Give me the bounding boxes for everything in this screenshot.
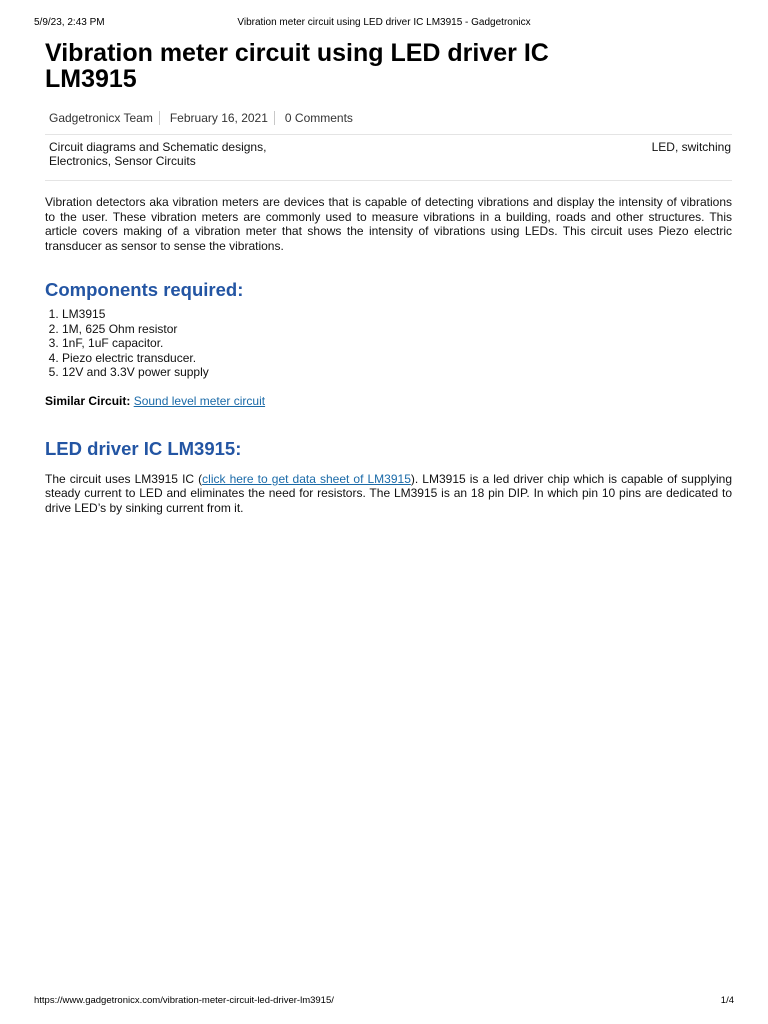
category-link[interactable]: Electronics bbox=[49, 154, 108, 168]
tag-link[interactable]: switching bbox=[681, 140, 731, 154]
similar-circuit-link[interactable]: Sound level meter circuit bbox=[133, 393, 266, 408]
post-date: February 16, 2021 bbox=[169, 111, 268, 125]
comments-link[interactable]: 0 Comments bbox=[284, 111, 353, 125]
category-list: Circuit diagrams and Schematic designs, Electronics, Sensor Circuits bbox=[49, 140, 267, 168]
led-driver-paragraph bbox=[45, 472, 732, 516]
intro-paragraph: Vibration detectors aka vibration meters are devices that is capable of detecting vibrations and display the intensity of vibrations to the user. These vibration meters are commonly used to measure vibrations in a building, roads and other structures. This article covers making of a vibration meter that shows the intensity of vibrations using LEDs. This circuit uses Piezo electric transducer as sensor to sense the vibrations. bbox=[45, 195, 732, 253]
categories-row bbox=[45, 135, 732, 180]
print-page-title: Vibration meter circuit using LED driver IC LM3915 - Gadgetronicx bbox=[237, 17, 531, 28]
components-heading: Components required: bbox=[45, 279, 244, 300]
similar-circuit bbox=[45, 394, 732, 408]
components-list bbox=[45, 307, 732, 380]
list-item: 2. 1M, 625 Ohm resistor bbox=[62, 322, 732, 337]
led-driver-heading: LED driver IC LM3915: bbox=[45, 437, 242, 459]
tag-link[interactable]: LED bbox=[651, 140, 675, 154]
article-meta-block bbox=[45, 108, 732, 181]
page-number: 1/4 bbox=[720, 995, 734, 1006]
list-item: 5. 12V and 3.3V power supply bbox=[62, 365, 732, 380]
page-url: https://www.gadgetronicx.com/vibration-meter-circuit-led-driver-lm3915/ bbox=[34, 995, 334, 1006]
list-item: 1. LM3915 bbox=[62, 307, 732, 322]
categories-divider-line bbox=[45, 180, 732, 181]
category-link[interactable]: Circuit diagrams and Schematic designs bbox=[49, 140, 264, 154]
article-meta bbox=[45, 108, 732, 128]
datasheet-link[interactable]: click here to get data sheet of LM3915 bbox=[202, 471, 411, 486]
meta-divider bbox=[159, 111, 160, 125]
print-datetime: 5/9/23, 2:43 PM bbox=[34, 17, 105, 28]
led-text-after: ). LM3915 is a led driver chip which is capable of supplying steady current to LED and eliminates the need for resistors. The LM3915 is an 18 pin DIP. In which pin 10 pins are dedicated to drive LED’s by sinking current from it. bbox=[45, 471, 732, 515]
list-item: 3. 1nF, 1uF capacitor. bbox=[62, 336, 732, 351]
tag-list: LED, switching bbox=[651, 140, 731, 154]
list-item: 4. Piezo electric transducer. bbox=[62, 351, 732, 366]
category-link[interactable]: Sensor Circuits bbox=[114, 154, 196, 168]
led-text-before: The circuit uses LM3915 IC ( bbox=[45, 471, 203, 486]
article-title: Vibration meter circuit using LED driver IC LM3915 bbox=[45, 39, 549, 93]
article bbox=[45, 40, 732, 515]
print-header bbox=[34, 17, 734, 31]
meta-divider bbox=[274, 111, 275, 125]
author-link[interactable]: Gadgetronicx Team bbox=[49, 111, 153, 125]
similar-circuit-label: Similar Circuit: bbox=[45, 393, 131, 408]
